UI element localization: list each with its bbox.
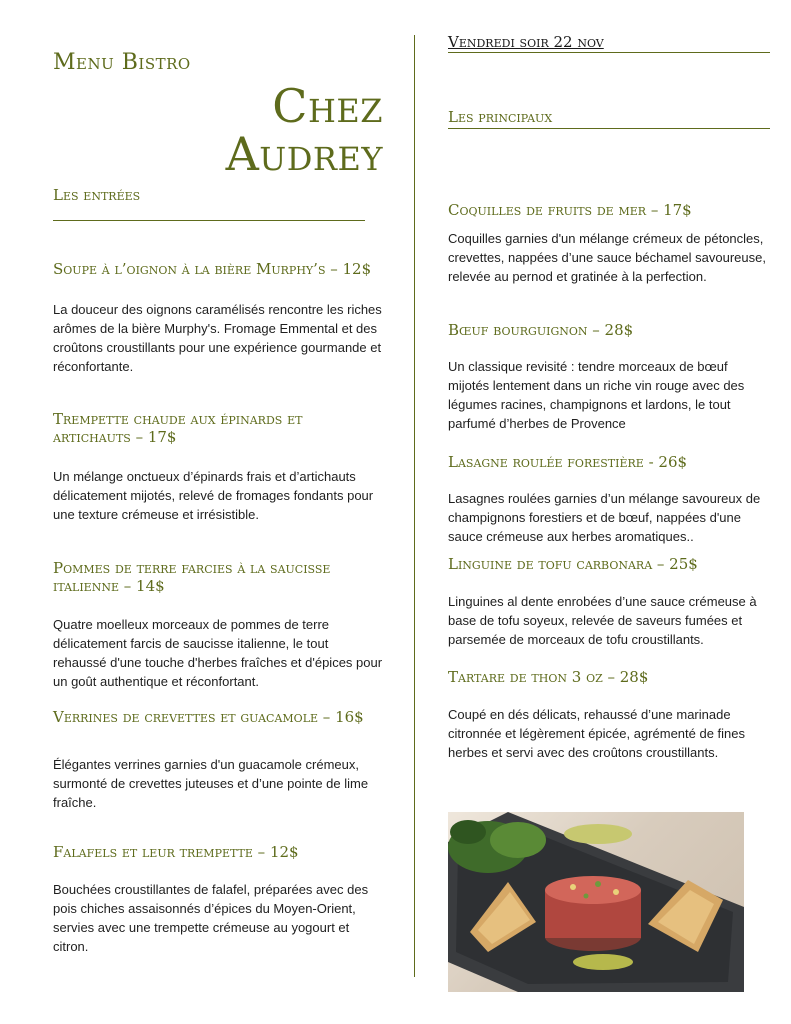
sauce-swoosh xyxy=(564,824,632,844)
sauce-dot xyxy=(573,954,633,970)
restaurant-title-line1: Chez xyxy=(272,79,383,133)
garnish-dot xyxy=(613,889,619,895)
entree-item xyxy=(53,843,383,956)
menu-label xyxy=(53,50,383,76)
tuna-tartare-photo xyxy=(448,812,744,992)
date-heading xyxy=(448,33,770,53)
date-text: Vendredi soir 22 nov xyxy=(448,33,604,51)
principaux-heading: Les principaux xyxy=(448,108,770,129)
entrees-heading: Les entrées xyxy=(53,186,141,204)
greens-light xyxy=(490,822,546,858)
entree-item-title: Pommes de terre farcies à la saucisse italienne – 14$ xyxy=(53,559,331,595)
garnish-dot xyxy=(584,894,589,899)
principal-item-title: Tartare de thon 3 oz – 28$ xyxy=(448,668,649,686)
principal-item xyxy=(448,555,770,649)
entree-item-title: Falafels et leur trempette – 12$ xyxy=(53,843,299,861)
principal-item xyxy=(448,453,770,546)
entree-item-title: Verrines de crevettes et guacamole – 16$ xyxy=(53,708,364,726)
greens-dark xyxy=(450,820,486,844)
entree-item xyxy=(53,559,383,691)
entree-item-title: Trempette chaude aux épinards et artichauts – 17$ xyxy=(53,410,303,446)
principal-item-title: Lasagne roulée forestière - 26$ xyxy=(448,453,688,471)
entree-item xyxy=(53,410,383,524)
tuna-tartare-illustration xyxy=(448,812,744,992)
restaurant-title-line2: Audrey xyxy=(225,127,383,181)
garnish-dot xyxy=(570,884,576,890)
principal-item xyxy=(448,201,770,286)
entree-item xyxy=(53,708,383,812)
entree-item-description: Élégantes verrines garnies d'un guacamole crémeux, surmonté de crevettes juteuses et d’une pointe de lime fraîche. xyxy=(53,757,369,810)
entree-item-description: La douceur des oignons caramélisés rencontre les riches arômes de la bière Murphy's. Fromage Emmental et des croûtons croustillants pour une expérience gourmande et réconfortante. xyxy=(53,302,382,374)
entree-item xyxy=(53,260,383,376)
tartare-top xyxy=(545,876,641,904)
principal-item-description: Coquilles garnies d'un mélange crémeux de pétoncles, crevettes, nappées d’une sauce béchamel savoureuse, relevée au pernod et gratinée à la perfection. xyxy=(448,231,766,284)
entree-item-description: Quatre moelleux morceaux de pommes de terre délicatement farcis de saucisse italienne, le tout rehaussé d'une touche d'herbes fraîches et d'épices pour un goût authentique et réconfortant. xyxy=(53,617,383,689)
principal-item-description: Linguines al dente enrobées d’une sauce crémeuse à base de tofu soyeux, relevée de saveurs fumées et parsemée de morceaux de tofu croustillants. xyxy=(448,594,757,647)
principal-item-title: Coquilles de fruits de mer – 17$ xyxy=(448,201,692,219)
entrees-rule xyxy=(53,220,365,221)
principal-item-description: Lasagnes roulées garnies d’un mélange savoureux de champignons forestiers et de bœuf, nappées d'une sauce crémeuse aux herbes aromatiques.. xyxy=(448,491,761,544)
principal-item-description: Coupé en dés délicats, rehaussé d’une marinade citronnée et légèrement épicée, agrémenté de fines herbes et servi avec des croûtons croustillants. xyxy=(448,707,746,760)
principal-item-title: Linguine de tofu carbonara – 25$ xyxy=(448,555,698,573)
principal-item xyxy=(448,668,770,762)
garnish-dot xyxy=(595,881,601,887)
menu-label-strong: Bistro xyxy=(121,50,191,75)
left-column xyxy=(53,50,383,954)
entree-item-title: Soupe à l’oignon à la bière Murphy’s – 12$ xyxy=(53,260,372,278)
entree-item-description: Un mélange onctueux d’épinards frais et d’artichauts délicatement mijotés, relevé de fromages fondants pour une texture crémeuse et irrésistible. xyxy=(53,469,374,522)
entree-item-description: Bouchées croustillantes de falafel, préparées avec des pois chiches assaisonnés d’épices du Moyen-Orient, servies avec une trempette crémeuse au yogourt et citron. xyxy=(53,882,369,954)
principal-item xyxy=(448,321,770,433)
principal-item-description: Un classique revisité : tendre morceaux de bœuf mijotés lentement dans un riche vin rouge avec des légumes racines, champignons et lardons, le tout parfumé d’herbes de Provence xyxy=(448,359,745,431)
column-divider xyxy=(414,35,415,977)
menu-label-light: Menu xyxy=(53,50,115,75)
restaurant-title xyxy=(53,79,383,181)
principal-item-title: Bœuf bourguignon – 28$ xyxy=(448,321,634,339)
